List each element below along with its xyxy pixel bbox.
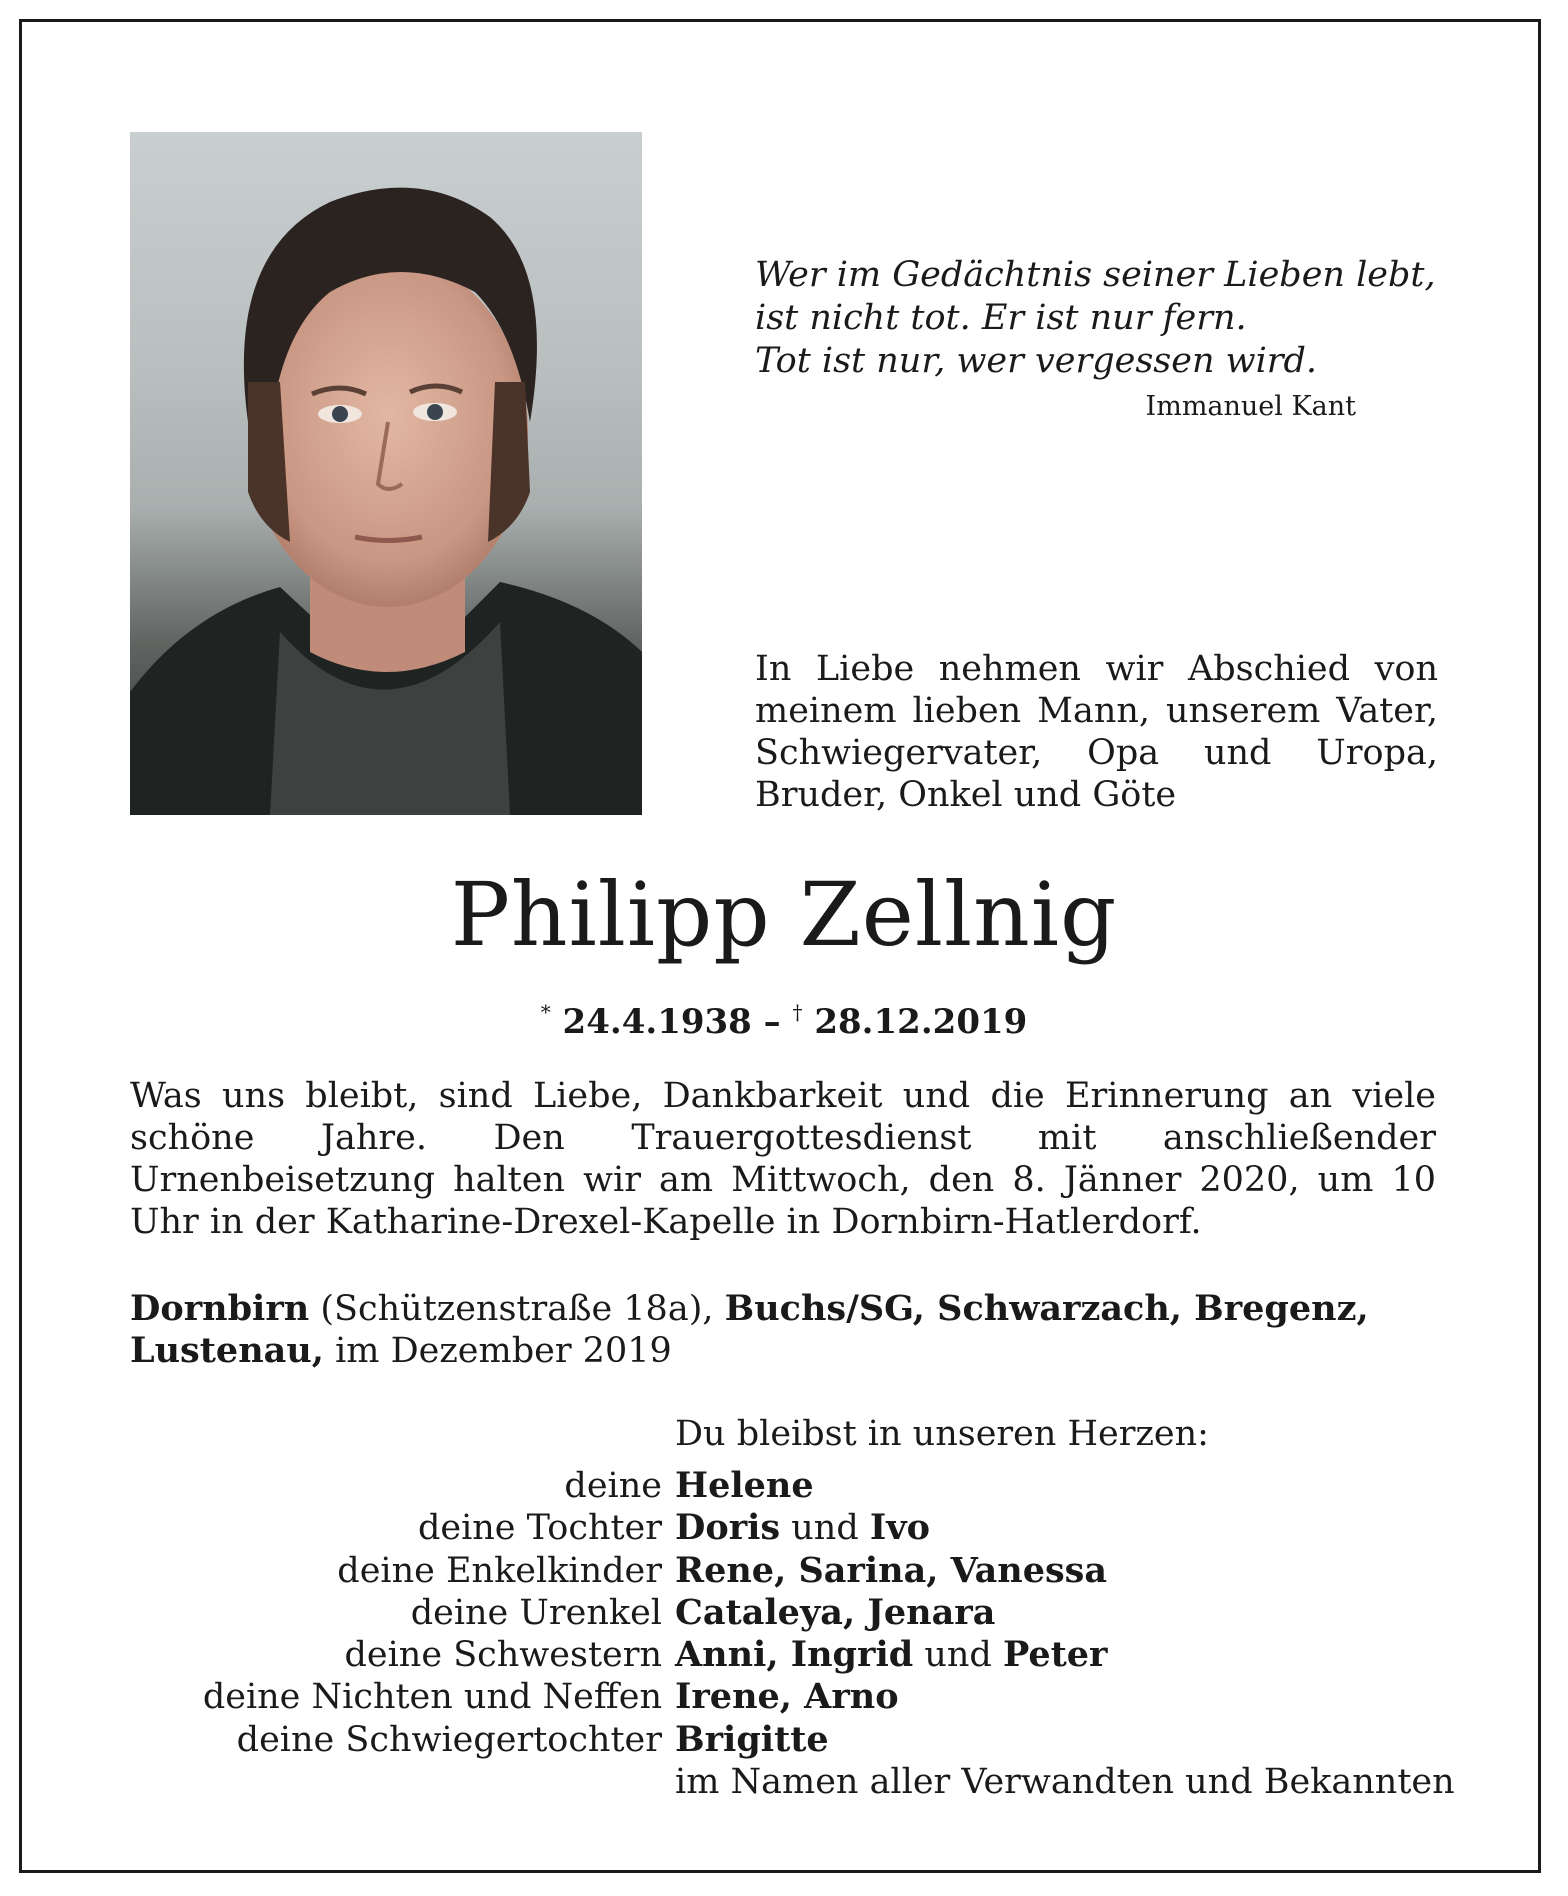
mourner-name-part: Anni, Ingrid (675, 1634, 914, 1676)
place-town: Dornbirn (130, 1288, 310, 1329)
mourner-names (675, 1550, 1107, 1592)
mourners-list (130, 1465, 1436, 1761)
mourner-names (675, 1634, 1108, 1676)
service-announcement: Was uns bleibt, sind Liebe, Dankbarkeit und die Erinnerung an viele schöne Jahre. Den Trauergottesdienst mit anschließender Urnenbeisetzung halten wir am Mittwoch, den 8. Jänner 2020, um 10 Uhr in der Katharine-Drexel-Kapelle in Dornbirn-Hatlerdorf. (130, 1076, 1436, 1242)
portrait-photo (130, 132, 642, 815)
mourner-row (130, 1592, 1436, 1634)
mourner-name-part: Doris (675, 1507, 781, 1549)
mourner-row (130, 1676, 1436, 1718)
death-symbol: † (792, 1000, 803, 1024)
mourner-name-part: Rene, Sarina, Vanessa (675, 1549, 1108, 1591)
mourner-row (130, 1634, 1436, 1676)
places-and-date (130, 1288, 1436, 1372)
mourner-name-part: Cataleya, Jenara (675, 1591, 996, 1633)
notice-date: im Dezember 2019 (323, 1331, 672, 1371)
mourner-names (675, 1465, 814, 1507)
mourner-row (130, 1465, 1436, 1507)
mourner-relation: deine Nichten und Neffen (202, 1677, 662, 1718)
mourner-names (675, 1592, 995, 1634)
mourner-relation: deine Urenkel (410, 1592, 662, 1633)
mourner-row (130, 1507, 1436, 1549)
closing-line: im Namen aller Verwandten und Bekannten (675, 1762, 1455, 1802)
place-address: (Schützenstraße 18a), (309, 1289, 725, 1329)
date-separator: – (751, 1002, 793, 1042)
life-dates (0, 990, 1568, 1044)
farewell-intro: In Liebe nehmen wir Abschied von meinem lieben Mann, unserem Vater, Schwiegervater, Opa und Uropa, Bruder, Onkel und Göte (755, 649, 1438, 815)
mourner-name-part: Irene, Arno (675, 1676, 899, 1718)
mourner-names (675, 1507, 930, 1549)
mourner-row (130, 1719, 1436, 1761)
mourner-relation: deine Enkelkinder (337, 1550, 662, 1591)
mourner-relation: deine Schwiegertochter (236, 1719, 662, 1760)
quote-line: Tot ist nur, wer vergessen wird. (755, 341, 1318, 381)
mourner-name-part: Ivo (869, 1507, 930, 1549)
mourner-relation: deine Schwestern (344, 1635, 662, 1676)
birth-date: 24.4.1938 (562, 1002, 752, 1042)
mourner-name-part: Helene (675, 1465, 814, 1506)
mourner-name-part: Brigitte (675, 1718, 829, 1760)
birth-symbol: * (540, 1000, 551, 1024)
mourner-name-part: Peter (1002, 1634, 1108, 1676)
heart-line: Du bleibst in unseren Herzen: (675, 1414, 1209, 1454)
mourner-name-part: und (913, 1635, 1003, 1676)
mourner-relation: deine Tochter (417, 1508, 662, 1549)
mourner-names (675, 1676, 899, 1718)
death-date: 28.12.2019 (814, 1002, 1028, 1042)
mourner-name-part: und (780, 1508, 870, 1549)
mourner-row (130, 1550, 1436, 1592)
quote-author: Immanuel Kant (1145, 391, 1356, 422)
mourner-relation: deine (564, 1466, 662, 1506)
quote-line: ist nicht tot. Er ist nur fern. (755, 298, 1247, 338)
place-others: Buchs/SG, Schwarzach, Bregenz, (724, 1288, 1369, 1329)
memorial-quote (755, 254, 1436, 383)
quote-line: Wer im Gedächtnis seiner Lieben lebt, (755, 255, 1436, 295)
deceased-name: Philipp Zellnig (450, 863, 1118, 966)
place-last: Lustenau, (130, 1330, 324, 1371)
mourner-names (675, 1719, 829, 1761)
